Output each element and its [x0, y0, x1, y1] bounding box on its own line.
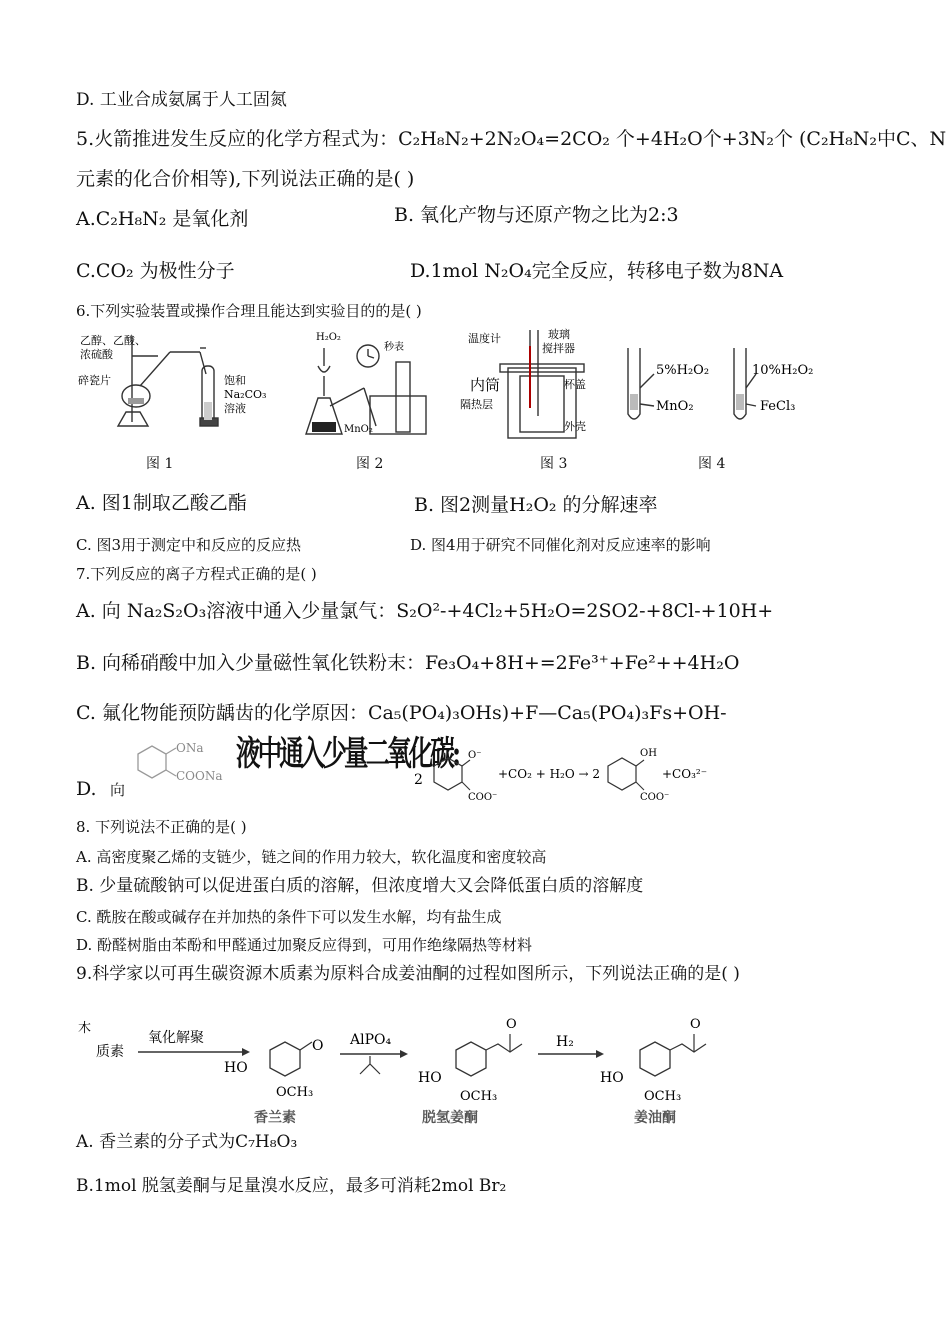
- q9-synthesis-scheme: [78, 1014, 738, 1136]
- q8-stem: 8. 下列说法不正确的是( ): [76, 818, 247, 836]
- q6-option-d: D. 图4用于研究不同催化剂对反应速率的影响: [410, 536, 711, 554]
- q7-d-reactant-structure: [126, 740, 226, 800]
- q6-option-b: B. 图2测量H₂O₂ 的分解速率: [414, 494, 658, 516]
- q7-d-coo-minus-2: COO⁻: [640, 792, 670, 803]
- q5-stem-line2: 元素的化合价相等),下列说法正确的是( ): [76, 168, 415, 190]
- q7-option-d-label: D.: [76, 778, 97, 800]
- q7-d-ona: ONa: [176, 741, 204, 755]
- q9-name-dehydrozingerone: 脱氢姜酮: [422, 1110, 478, 1126]
- fig3-label-stirrer: 搅拌器: [542, 342, 575, 355]
- q8-option-b: B. 少量硫酸钠可以促进蛋白质的溶解，但浓度增大又会降低蛋白质的溶解度: [76, 876, 644, 896]
- q7-stem: 7.下列反应的离子方程式正确的是( ): [76, 565, 317, 583]
- fig3-caption: 图 3: [540, 456, 568, 472]
- q9-dehydro-ho: HO: [418, 1070, 442, 1086]
- q7-d-carbonate: +CO₃²⁻: [662, 767, 708, 781]
- q7-option-b: B. 向稀硝酸中加入少量磁性氧化铁粉末：Fe₃O₄+8H+=2Fe³⁺+Fe²++4H₂O: [76, 652, 740, 674]
- fig1-label-na2co3: Na₂CO₃: [224, 388, 267, 401]
- fig4-label-5pct: 5%H₂O₂: [656, 363, 710, 378]
- fig1-caption: 图 1: [146, 456, 174, 472]
- figure-2-decomposition-apparatus: [300, 326, 450, 436]
- q9-start-2: 质素: [96, 1044, 124, 1060]
- figure-3-calorimeter: [460, 326, 620, 438]
- q9-option-a: A. 香兰素的分子式为C₇H₈O₃: [76, 1132, 298, 1152]
- fig4-caption: 图 4: [698, 456, 726, 472]
- q9-zingerone-o: O: [690, 1017, 701, 1032]
- fig2-label-mno2: MnO₂: [344, 424, 373, 435]
- fig3-label-lid: 杯盖: [564, 378, 586, 391]
- fig1-label-chips: 碎瓷片: [78, 374, 111, 387]
- q8-option-a: A. 高密度聚乙烯的支链少，链之间的作用力较大，软化温度和密度较高: [76, 848, 547, 866]
- fig4-label-10pct: 10%H₂O₂: [752, 363, 814, 378]
- fig1-label-solution: 溶液: [224, 402, 246, 415]
- q5-option-a: A.C₂H₈N₂ 是氧化剂: [76, 208, 249, 230]
- fig3-label-shell: 外壳: [564, 420, 586, 433]
- q9-name-zingerone: 姜油酮: [634, 1110, 676, 1126]
- q7-d-coona: COONa: [176, 769, 223, 783]
- figure-4-catalyst-tubes: [624, 344, 824, 436]
- q9-vanillin-ho: HO: [224, 1060, 248, 1076]
- fig1-label-reagents: 乙醇、乙酸、: [80, 334, 146, 347]
- q9-start-1: 木: [78, 1021, 92, 1036]
- fig3-label-glass: 玻璃: [548, 328, 570, 341]
- q9-zingerone-ho: HO: [600, 1070, 624, 1086]
- q9-step2-label: AlPO₄: [350, 1032, 392, 1048]
- q6-option-a: A. 图1制取乙酸乙酯: [76, 492, 247, 514]
- fig1-label-saturated: 饱和: [224, 374, 246, 387]
- q9-dehydro-och3: OCH₃: [460, 1089, 498, 1104]
- q9-step1-label: 氧化解聚: [148, 1030, 204, 1046]
- q7-d-equation: [412, 744, 708, 816]
- q9-step3-label: H₂: [556, 1034, 574, 1050]
- q5-option-b: B. 氧化产物与还原产物之比为2:3: [394, 204, 679, 226]
- q9-zingerone-och3: OCH₃: [644, 1089, 682, 1104]
- fig2-caption: 图 2: [356, 456, 384, 472]
- q7-option-d-to: 向: [110, 781, 126, 799]
- q5-stem-line1: 5.火箭推进发生反应的化学方程式为：C₂H₈N₂+2N₂O₄=2CO₂ 个+4H₂O个+3N₂个 (C₂H₈N₂中C、N: [76, 128, 947, 150]
- q7-option-c: C. 氟化物能预防龋齿的化学原因：Ca₅(PO₄)₃OHs)+F—Ca₅(PO₄)₃Fs+OH-: [76, 702, 727, 724]
- figure-1-ester-apparatus: [78, 326, 268, 436]
- q7-d-oh: OH: [640, 748, 657, 759]
- fig4-label-fecl3: FeCl₃: [760, 399, 796, 414]
- q9-stem: 9.科学家以可再生碳资源木质素为原料合成姜油酮的过程如图所示，下列说法正确的是( ): [76, 964, 740, 984]
- q7-d-equation-text: +CO₂ + H₂O → 2: [498, 767, 600, 781]
- q4-option-d: D. 工业合成氨属于人工固氮: [76, 90, 287, 110]
- q6-option-c: C. 图3用于测定中和反应的反应热: [76, 536, 302, 554]
- q7-d-coef: 2: [414, 772, 423, 788]
- q9-vanillin-o: O: [312, 1038, 324, 1054]
- fig3-label-thermometer: 温度计: [468, 332, 501, 345]
- q5-option-d: D.1mol N₂O₄完全反应，转移电子数为8NA: [410, 260, 784, 282]
- fig2-label-stopwatch: 秒表: [384, 342, 404, 353]
- q7-d-coo-minus: COO⁻: [468, 792, 498, 803]
- fig3-label-inner-cup: 内筒: [470, 376, 501, 394]
- q7-d-o-minus: O⁻: [468, 750, 482, 761]
- fig2-label-h2o2: H₂O₂: [316, 332, 341, 343]
- q9-option-b: B.1mol 脱氢姜酮与足量溴水反应，最多可消耗2mol Br₂: [76, 1176, 507, 1196]
- fig3-label-insulation: 隔热层: [460, 398, 493, 411]
- fig4-label-mno2: MnO₂: [656, 399, 694, 414]
- q7-option-a: A. 向 Na₂S₂O₃溶液中通入少量氯气：S₂O²-+4Cl₂+5H₂O=2SO2-+8Cl-+10H+: [76, 600, 774, 622]
- q5-option-c: C.CO₂ 为极性分子: [76, 260, 235, 282]
- fig1-label-acid: 浓硫酸: [80, 348, 113, 361]
- q7-option-d-text: 液中通入少量二氧化碳:: [236, 734, 459, 774]
- q9-name-vanillin: 香兰素: [254, 1110, 296, 1126]
- q9-vanillin-och3: OCH₃: [276, 1085, 314, 1100]
- q8-option-c: C. 酰胺在酸或碱存在并加热的条件下可以发生水解，均有盐生成: [76, 908, 502, 926]
- q8-option-d: D. 酚醛树脂由苯酚和甲醛通过加聚反应得到，可用作绝缘隔热等材料: [76, 936, 533, 954]
- q6-stem: 6.下列实验装置或操作合理且能达到实验目的的是( ): [76, 302, 422, 320]
- q9-dehydro-o: O: [506, 1017, 517, 1032]
